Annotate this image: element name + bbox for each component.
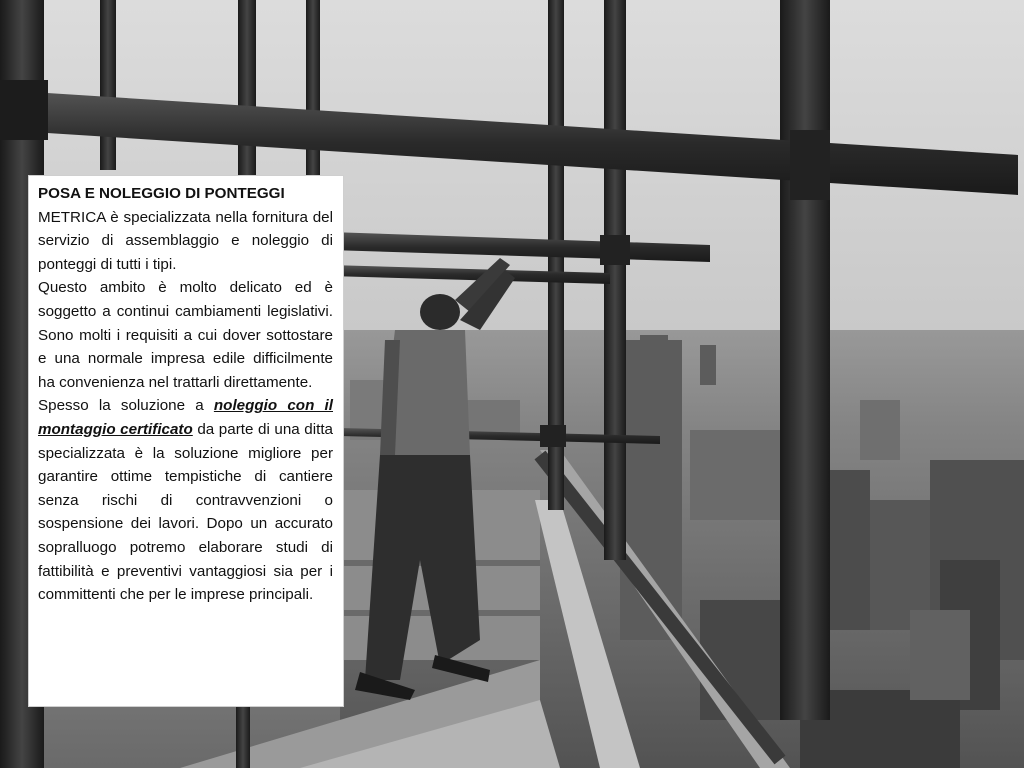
section-title: POSA E NOLEGGIO DI PONTEGGI (38, 185, 285, 202)
description-textbox (28, 175, 344, 707)
certified-rental-emphasis: noleggio con il montaggio certificato (38, 397, 333, 438)
solution-paragraph (38, 394, 333, 606)
legislation-paragraph: Questo ambito è molto delicato ed è soggetto a continui cambiamenti legislativi. Sono molti i requisiti a cui dover sottostare e una normale impresa edile difficilmente ha convenienza nel trattarli direttamente. (38, 279, 333, 391)
solution-text-start: Spesso la soluzione a (38, 397, 214, 415)
solution-text-end: da parte di una ditta specializzata è la soluzione migliore per garantire ottime tempistiche di cantiere senza rischi di contravvenzioni o sospensione dei lavori. Dopo un accurato sopralluogo potremo elaborare studi di fattibilità e preventivi vantaggiosi sia per i committenti che per le imprese principali. (38, 420, 334, 604)
intro-paragraph: METRICA è specializzata nella fornitura del servizio di assemblaggio e noleggio di ponteggi di tutti i tipi. (38, 208, 333, 273)
